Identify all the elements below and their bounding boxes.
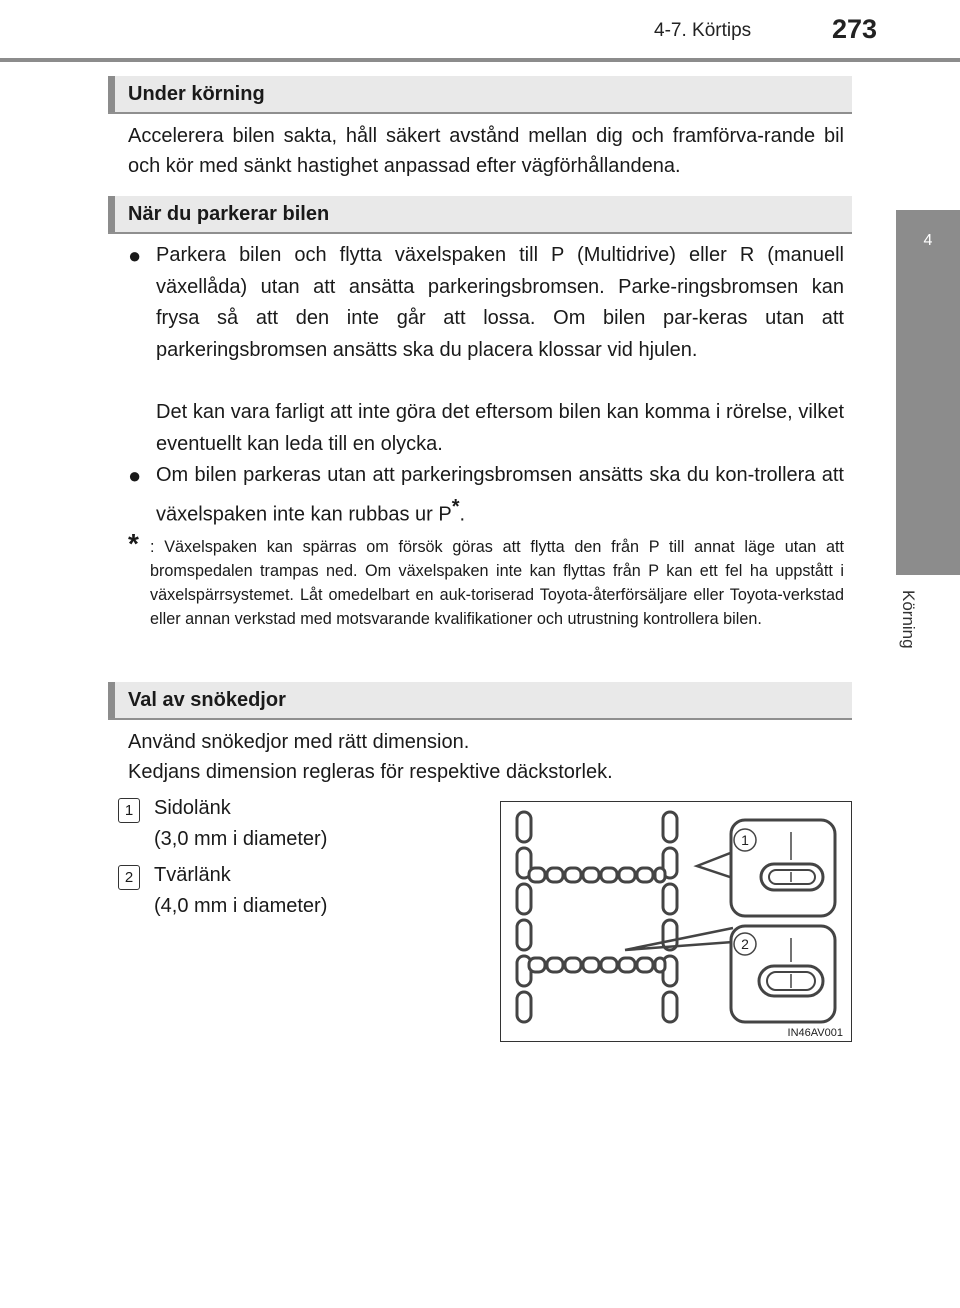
heading-text: Under körning xyxy=(128,83,265,105)
period: . xyxy=(459,503,466,526)
footnote-marker: * xyxy=(451,495,460,518)
chapter-label xyxy=(896,590,930,670)
item-2-detail: (4,0 mm i diameter) xyxy=(154,895,328,917)
item-1-label: Sidolänk xyxy=(154,797,231,819)
section-heading-parking xyxy=(108,196,852,234)
section-reference: 4-7. Körtips xyxy=(654,20,752,41)
section-heading-driving xyxy=(108,76,852,114)
page-number: 273 xyxy=(832,14,878,44)
snow-chain-illustration xyxy=(501,802,851,1041)
snow-chain-figure xyxy=(500,801,852,1042)
bullet-icon: ● xyxy=(128,243,142,268)
parking-bullet-2 xyxy=(156,460,844,531)
item-number-1: 1 xyxy=(118,798,140,823)
parking-bullet-1: Parkera bilen och flytta växelspaken till P (Multidrive) eller R (manuell växellåda) utan att ansätta parkeringsbromsen. Parke-ringsbromsen kan frysa så att den inte går att lossa. Om bilen par-keras utan att parkeringsbromsen ansätts ska du placera klossar vid hjulen. xyxy=(156,244,844,361)
item-number-2: 2 xyxy=(118,865,140,890)
footnote-asterisk: * xyxy=(128,528,139,559)
bullet-icon: ● xyxy=(128,463,142,488)
item-1-detail: (3,0 mm i diameter) xyxy=(154,828,328,850)
chapter-name: Körning xyxy=(899,590,918,649)
parking-bullet-2-text: Om bilen parkeras utan att parkeringsbromsen ansätts ska du kon-trollera att växelspaken inte kan rubbas ur P xyxy=(156,464,844,526)
footnote-text: : Växelspaken kan spärras om försök göras att flytta den från P till annat läge utan att bromspedalen trampas ned. Om växelspaken inte kan flyttas från P kan ett fel ha uppstått i växelspärrsystemet. Låt omedelbart en auk-toriserad Toyota-återförsäljare eller Toyota-verkstad eller annan verkstad med motsvarande kvalifikationer och utrustning kontrollera bilen. xyxy=(150,538,844,628)
section-heading-chains xyxy=(108,682,852,720)
heading-bar xyxy=(108,196,115,232)
figure-callout-2: 2 xyxy=(741,936,749,952)
parking-bullet-1-continued: Det kan vara farligt att inte göra det eftersom bilen kan komma i rörelse, vilket eventuellt kan leda till en olycka. xyxy=(156,401,844,455)
chapter-tab xyxy=(896,210,960,575)
heading-bar xyxy=(108,76,115,112)
chapter-number: 4 xyxy=(923,232,933,249)
item-2-label: Tvärlänk xyxy=(154,864,231,886)
chains-line-1: Använd snökedjor med rätt dimension. xyxy=(128,731,470,753)
driving-paragraph: Accelerera bilen sakta, håll säkert avstånd mellan dig och framförva-rande bil och kör med sänkt hastighet anpassad efter vägförhållandena. xyxy=(128,125,844,177)
heading-text: Val av snökedjor xyxy=(128,689,286,711)
header-rule xyxy=(0,58,960,62)
heading-text: När du parkerar bilen xyxy=(128,203,330,225)
chains-line-2: Kedjans dimension regleras för respektive däckstorlek. xyxy=(128,761,613,783)
figure-callout-1: 1 xyxy=(741,832,749,848)
figure-code: IN46AV001 xyxy=(787,1027,843,1039)
heading-bar xyxy=(108,682,115,718)
